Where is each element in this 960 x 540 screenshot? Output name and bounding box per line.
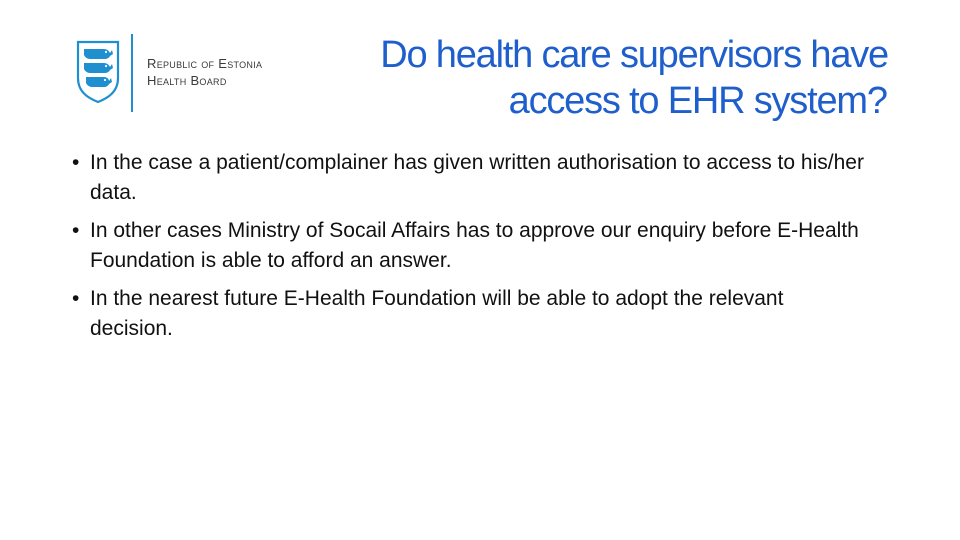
bullet-item [72,284,872,344]
logo-text [147,55,262,89]
logo-divider [131,34,133,112]
bullet-text: In the case a patient/complainer has given written authorisation to access to his/her data. [90,151,864,204]
bullet-marker: • [72,219,80,242]
logo-line-health-board: Health Board [147,73,227,88]
title-line-1: Do health care supervisors have [380,34,888,76]
logo-line-republic: Republic of Estonia [147,56,263,71]
bullet-item [72,148,872,208]
title-question-mark: ? [866,80,888,122]
bullet-marker: • [72,151,80,174]
bullet-text: In the nearest future E-Health Foundation will be able to adopt the relevant decision. [90,287,784,340]
bullet-marker: • [72,287,80,310]
bullet-item [72,216,872,276]
slide-title [288,32,888,124]
bullet-list [72,148,872,352]
health-board-logo [76,34,286,112]
title-line-2: access to EHR system [508,80,867,122]
bullet-text: In other cases Ministry of Socail Affairs has to approve our enquiry before E-Health Foundation is able to afford an answer. [90,219,859,272]
estonian-three-lions-crest-icon [76,40,120,104]
title-line-2-wrap [288,78,888,124]
